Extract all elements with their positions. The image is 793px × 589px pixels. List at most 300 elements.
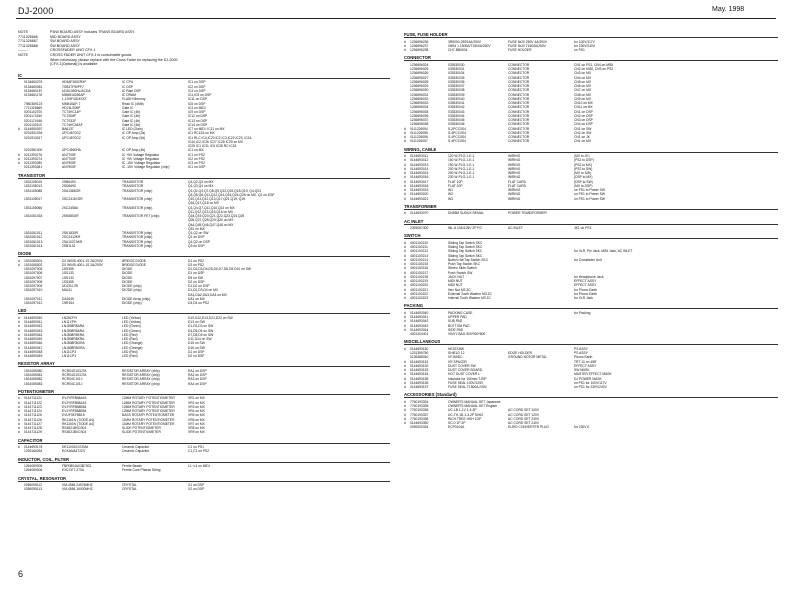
part-number: 1293166264 — [24, 449, 43, 454]
section-title: TRANSFORMER — [404, 203, 437, 209]
part-description: DIODE — [122, 267, 133, 271]
part-number: 4001100218 — [410, 274, 429, 279]
part-remarks: D2 on DSP — [188, 279, 205, 284]
safety-mark: # — [404, 130, 406, 135]
part-remarks: Q10,Q11,Q12,Q13,Q17,Q21,Q19, Q15 — [188, 197, 245, 201]
part-number: 1236696027 — [410, 75, 429, 80]
part-remarks: D1,D2 on DSP — [188, 284, 210, 288]
part-remarks: CN8 on MX — [574, 92, 592, 97]
part-name: 033530039 — [448, 92, 465, 97]
part-description: CONNECTOR — [508, 118, 530, 122]
safety-mark: # — [404, 274, 406, 279]
part-number: 0144690044 — [24, 332, 43, 337]
part-remarks: C1,C2 on PS2 — [188, 449, 210, 454]
part-number: 0144690042 — [24, 324, 43, 329]
table-row — [18, 301, 390, 305]
part-number: 0144693011 — [410, 154, 429, 158]
part-number: 0111226054 — [410, 126, 428, 131]
part-remarks: D1 on DSP — [188, 271, 205, 276]
safety-mark: # — [404, 404, 406, 408]
safety-mark: # — [404, 315, 406, 319]
part-number: 1531065080 — [24, 368, 43, 373]
part-name: 033530041 — [448, 101, 465, 105]
part-description: TRANSISTOR (chip) — [122, 243, 153, 248]
part-number: 0136488040 — [410, 355, 429, 360]
section-title: ACCESSORIES (Standard) — [404, 392, 457, 398]
section-title: CAPACITOR — [18, 437, 43, 443]
part-number: 0144693013 — [410, 162, 429, 167]
part-description: Gate IC — [122, 105, 134, 110]
part-description: LED (Red) — [122, 337, 138, 341]
section-title: CONNECTOR — [404, 55, 431, 61]
part-name: W1 — [448, 188, 453, 192]
part-name: LN11CP3 — [62, 354, 77, 358]
safety-mark: # — [18, 445, 20, 449]
part-remarks: Q1,Q4,Q7,Q11,Q10,Q14 on MX — [188, 205, 235, 210]
safety-mark: # — [18, 152, 20, 157]
part-remarks: Q18,Q19,Q20,Q21,Q22,Q23,Q24,Q25 — [188, 214, 245, 218]
part-description — [508, 296, 574, 300]
safety-mark: # — [404, 175, 406, 180]
part-name: CH7-BB0004 — [448, 48, 468, 52]
part-number: 7760193337 — [410, 412, 429, 417]
part-number: 1236696028 — [410, 79, 429, 84]
part-remarks: D4,D5,D6 on SW — [188, 328, 214, 333]
note-key: -------- — [18, 48, 28, 53]
safety-mark: # — [18, 349, 20, 354]
part-name: UPC4560HA — [62, 148, 81, 153]
safety-mark: # — [404, 319, 406, 324]
part-number: 4001100216 — [410, 266, 429, 271]
part-number: 2393057400 — [410, 226, 429, 230]
safety-mark: # — [404, 376, 406, 381]
part-remarks: Q1,Q2 on DSP — [188, 239, 210, 244]
part-description: LED (Red) — [122, 332, 138, 337]
part-number: 1531097008 — [24, 279, 43, 284]
part-name: UPPER PAD — [448, 315, 467, 319]
part-remarks: IC1 on PS2 — [188, 152, 205, 157]
part-number: 1236696038 — [410, 122, 429, 127]
part-number: 0211393281 — [24, 165, 43, 170]
section-title: INDUCTOR, COIL, FILTER — [18, 456, 70, 462]
part-description: WIRING — [508, 162, 521, 167]
note-key: NOTE — [18, 30, 28, 34]
part-remarks: CN10 on MX — [574, 101, 593, 105]
part-number: 0144690049 — [24, 354, 43, 358]
part-name: 3R5000-250S4A/250V — [448, 39, 481, 44]
part-remarks: (MX to DSP) — [574, 183, 593, 188]
part-number: 0144693043 — [410, 323, 429, 328]
part-name: LNJ808R8KRA — [62, 332, 85, 337]
part-name: 2SK880GR — [62, 214, 79, 218]
part-remarks: on PS1 for 230V/240V — [574, 385, 607, 389]
safety-mark: # — [404, 270, 406, 275]
part-number: 0144693021 — [410, 196, 429, 201]
part-description: CONNECTOR — [508, 139, 530, 144]
part-name: 2SC2413KR — [62, 235, 81, 240]
part-name: 033530036 — [448, 79, 465, 84]
part-name: D2 W005-4001-1S 2A/200V — [62, 258, 103, 263]
part-name: RK1161N (T/ODE A4) — [62, 417, 95, 422]
parts-section — [18, 438, 390, 454]
safety-mark: # — [18, 324, 20, 329]
part-description: 12MM ROTARY POTENTIOMETER — [122, 404, 175, 409]
note-text: SW BOARD ASSY — [50, 43, 80, 48]
part-name: OWNER'S MANUAL SET English — [448, 404, 497, 408]
part-name: RICH TREE HSH 1/2P — [448, 416, 482, 421]
part-number: 1531105015 — [24, 180, 43, 184]
part-remarks: for XLR Jack — [574, 296, 593, 300]
part-number: 0144711121 — [24, 396, 42, 401]
part-name: S-4PCC0S4 — [448, 135, 466, 139]
parts-section — [18, 173, 390, 249]
part-number: 1531097011 — [24, 296, 43, 301]
part-number: 0099200334 — [410, 425, 429, 430]
part-number: 1531105066 — [24, 205, 43, 210]
part-number: 7760193336 — [410, 408, 429, 413]
part-number: 0134660081 — [24, 84, 43, 89]
part-description: IC -15V Voltage Regulator — [122, 161, 161, 165]
part-remarks: on PS1 to Power SW — [574, 192, 605, 197]
part-number: 1531061014 — [24, 243, 43, 248]
part-description: WIRING — [508, 158, 521, 163]
part-remarks: PS ASSY — [574, 346, 588, 351]
section-title: WIRING, CABLE — [404, 146, 437, 152]
part-number: 0144693016 — [410, 175, 429, 180]
parts-section — [18, 476, 390, 492]
part-name: LNJ808R8ORA — [62, 345, 85, 350]
part-name: FBR0804A03B7002 — [62, 464, 92, 468]
part-remarks: Q1,Q3,Q4 on MX — [188, 184, 214, 189]
part-name: 120 W-PLG-1-E-1 — [448, 154, 475, 158]
section-rule — [404, 397, 778, 398]
part-name: SUB PAD — [448, 319, 463, 324]
notes-block — [18, 30, 390, 67]
section-title: DIODE — [18, 251, 32, 256]
safety-mark: # — [404, 126, 406, 131]
part-description: CONNECTOR — [508, 88, 530, 93]
part-name: W3 — [448, 196, 453, 201]
part-number: 1531061013 — [24, 239, 43, 244]
right-column — [404, 30, 778, 433]
part-number: 0144693014 — [410, 166, 429, 171]
part-name: 230 W-PLG-1-E-1 — [448, 175, 475, 180]
part-description: TRANSISTOR (chip) — [122, 205, 153, 210]
part-number: 1236696031 — [410, 92, 429, 97]
part-name: 033530030 — [448, 62, 465, 67]
part-name: Sliding Tap Switch SKC — [448, 240, 483, 245]
part-number: 4001100214 — [410, 257, 429, 262]
safety-mark: # — [404, 245, 406, 249]
part-name: HOT DUST COVER L — [448, 372, 481, 377]
part-name: TSB47F50PF7 — [62, 84, 84, 89]
parts-section — [404, 147, 778, 201]
section-title: RESISTOR ARRAY — [18, 361, 55, 367]
part-name: TC7S32F — [62, 118, 77, 123]
safety-mark: # — [404, 135, 406, 139]
section-title: POTENTIOMETER — [18, 388, 55, 394]
part-number: 4001100217 — [410, 270, 429, 275]
part-description: 12MM ROTARY POTENTIOMETER — [122, 400, 175, 405]
table-row — [18, 430, 390, 434]
safety-mark: # — [404, 192, 406, 197]
part-remarks: IC14 on DSP — [188, 122, 208, 127]
part-name: RCR04G103JTA — [62, 368, 87, 373]
part-remarks: JK1 on PS1 — [574, 226, 592, 230]
part-remarks: D2 on DSP — [188, 354, 205, 358]
part-name: 2SC2458A — [62, 205, 78, 210]
safety-mark: # — [404, 158, 406, 163]
part-number: 0144693156 — [410, 380, 429, 385]
part-number: 1531065081 — [24, 373, 43, 377]
part-name: External Tooth Washer M3 ZC — [448, 291, 492, 296]
part-name: FUSE SEAL 100V/125V — [448, 380, 484, 385]
part-description: CONNECTOR — [508, 122, 530, 127]
part-name: VR SPACER — [448, 359, 467, 364]
part-number: 0144693070 — [410, 211, 429, 216]
part-number: 1531065001 — [24, 258, 43, 263]
section-title: IC — [18, 72, 23, 78]
part-name: TC74HC14P — [62, 110, 81, 114]
part-number: 0201174166 — [24, 118, 43, 123]
part-name: VF165DC — [448, 355, 463, 360]
part-remarks: D3,D4 on PS2 — [188, 301, 210, 305]
safety-mark: # — [404, 283, 406, 288]
part-name: MIDI NUT — [448, 279, 463, 283]
part-description: CRYSTAL — [122, 483, 137, 487]
part-number: 0144711129 — [24, 430, 42, 435]
part-description: EURO CONVERTER PLUG — [508, 425, 549, 430]
safety-mark: # — [404, 279, 406, 283]
part-remarks: IC25 IC1 IC31 IC6 IC28 RC IC15 — [188, 144, 237, 148]
parts-section — [404, 233, 778, 300]
table-row — [404, 48, 778, 52]
part-number: 0144690041 — [24, 320, 43, 324]
note-key: NOTE — [18, 52, 28, 57]
part-remarks: IC2 on PS2 — [188, 156, 205, 161]
part-name: TC74HC04AF — [62, 122, 83, 127]
part-description: Gate IC (4b) — [122, 114, 141, 119]
parts-section — [18, 308, 390, 358]
part-name: LNJ808R8ARA — [62, 324, 85, 329]
safety-mark: # — [404, 296, 406, 300]
part-remarks: CN2 on DSP — [574, 113, 593, 118]
table-row — [18, 487, 390, 491]
part-remarks: PS ASSY — [574, 351, 588, 355]
safety-mark: # — [18, 127, 20, 131]
part-name: SC-0 1P-2P — [448, 421, 466, 425]
safety-mark: # — [404, 372, 406, 377]
part-remarks: IC13 on DSP — [188, 118, 208, 123]
part-remarks: D1,D2,D3,D4,D5,D6,D7,D8,D9,D10 on SW — [188, 267, 252, 271]
safety-mark: # — [404, 291, 406, 296]
part-number: 0144711126 — [24, 417, 42, 422]
part-name: 150 W-PLG-1-E-1 — [448, 158, 475, 163]
part-number: 0144693040 — [410, 310, 429, 315]
part-name: 200 W-PLG-1-E-1 — [448, 171, 475, 175]
part-number: 1531097005 — [24, 267, 43, 271]
part-number: 1236696238 — [410, 48, 429, 52]
part-number: 0144690048 — [24, 349, 43, 354]
part-number: 0231913017 — [24, 135, 43, 140]
safety-mark: # — [404, 359, 406, 364]
part-description: SLIDE POTENTIOMETER — [122, 430, 161, 435]
part-remarks: X2 on DSP — [188, 487, 205, 492]
table-row — [404, 385, 778, 389]
section-rule — [18, 481, 390, 482]
part-description: FLASH Memory — [122, 97, 146, 102]
part-name: M5M16AP-7 — [62, 101, 81, 106]
safety-mark: # — [404, 179, 406, 184]
part-number: 1531097006 — [24, 271, 43, 276]
safety-mark: # — [404, 211, 406, 216]
part-number: 0144690045 — [24, 337, 43, 341]
part-remarks: DA1 on MX — [188, 296, 205, 301]
part-number: 0144693020 — [410, 192, 429, 197]
part-remarks — [574, 332, 778, 336]
part-name: Insulator for 100mm T-RIP — [448, 376, 487, 381]
parts-section — [18, 389, 390, 435]
part-description: FLAT CARD — [508, 179, 527, 184]
part-name: EVJYRF8B8A15 — [62, 396, 87, 401]
part-name: 033530044 — [448, 113, 465, 118]
part-remarks: CN11 on MX — [574, 105, 593, 110]
safety-mark: # — [404, 249, 406, 254]
part-number: 1236696035 — [410, 109, 429, 114]
part-name: EXCCET-270U — [62, 468, 85, 473]
safety-mark: # — [18, 156, 20, 161]
part-number: 0144693012 — [410, 158, 429, 163]
safety-mark: # — [404, 380, 406, 385]
part-remarks: Q1,Q2,Q3 on MX — [188, 180, 214, 184]
part-description: IC OP Amp (5d) — [122, 135, 146, 140]
part-remarks: (DSP to MX) — [574, 175, 593, 180]
parts-section — [18, 73, 390, 170]
table-row — [404, 332, 778, 336]
part-description: IC DSP — [122, 84, 133, 89]
part-name: EVJYRF8B8A15 — [62, 400, 87, 405]
section-rule — [404, 308, 778, 309]
part-name: 2SB649C — [62, 180, 77, 184]
part-description: Gate IC (4b) — [122, 110, 141, 114]
part-remarks: (DSP to SW) — [574, 179, 593, 184]
safety-mark: # — [18, 413, 20, 418]
part-description: RESISTOR ARRAY (chip) — [122, 373, 160, 377]
part-description: DIODE (chip) — [122, 288, 142, 293]
part-description: DIODE — [122, 275, 133, 280]
part-remarks: D1,D2,D3 on SW — [188, 324, 214, 329]
section-title: SWITCH — [404, 233, 421, 239]
table-row — [404, 296, 778, 300]
part-name: M5M516256AP — [62, 93, 85, 97]
part-name: 2SK1830R — [62, 231, 78, 235]
part-name: UPC4570G2 — [62, 131, 81, 136]
section-title: LED — [18, 308, 27, 314]
part-name: ECKANA472ZV — [62, 449, 86, 454]
safety-mark: # — [404, 310, 406, 315]
part-name: EVUF3KF8B15 — [62, 413, 85, 418]
part-name: 033530042 — [448, 105, 465, 110]
part-remarks: EFFECT ASSY — [574, 363, 597, 368]
part-number: 0144690040 — [24, 315, 43, 320]
part-name: 033530034 — [448, 71, 465, 76]
table-row — [404, 425, 778, 429]
part-description: CRYSTAL — [122, 487, 137, 492]
table-row — [404, 226, 778, 230]
part-number: 4001100222 — [410, 291, 429, 296]
part-description: EDGE HOLDER — [508, 351, 532, 355]
part-name: 0HB4 1 1500A/T1500A/250V — [448, 43, 491, 48]
part-number: 0144693018 — [410, 183, 429, 188]
part-name: ECP0104A — [448, 425, 465, 430]
table-row — [18, 354, 390, 358]
section-title: FUSE, FUSE HOLDER — [404, 32, 448, 37]
safety-mark: # — [404, 154, 406, 158]
part-number: 1531097009 — [24, 284, 43, 288]
part-description: SLIDE POTENTIOMETER — [122, 426, 161, 430]
safety-mark: # — [404, 162, 406, 167]
part-name: W2 — [448, 192, 453, 197]
part-remarks: VR6 on MX — [188, 417, 205, 422]
part-remarks: IC12 on DSP — [188, 114, 208, 119]
part-number: 0201174160 — [24, 114, 43, 119]
part-remarks: MASTER EFFECT MASK — [574, 372, 612, 377]
part-number: 0144711123 — [24, 404, 42, 409]
safety-mark: # — [404, 287, 406, 292]
part-number: 4001100212 — [410, 249, 429, 254]
part-description — [508, 385, 574, 389]
part-remarks: SW MASK — [574, 368, 590, 372]
part-remarks: (MX to JK) — [574, 154, 590, 158]
part-number: 4001100221 — [410, 287, 429, 292]
part-name: TC7S08F — [62, 114, 77, 119]
part-description: WIRING — [508, 171, 521, 175]
safety-mark: # — [404, 139, 406, 144]
part-description: LED (Yellow) — [122, 315, 141, 320]
part-remarks: Q51 on MX — [188, 226, 205, 231]
part-description: IC CPU — [122, 80, 134, 85]
part-description: FUSE 5x20 250V 4A/250V — [508, 39, 548, 44]
part-remarks: Phono Earth — [574, 355, 593, 360]
part-description: Ferrite Beads — [122, 464, 142, 468]
part-number: 1531065083 — [24, 381, 43, 386]
part-remarks: IC44,IC2,IC26 IC27 IC28 IC29 on MX — [188, 139, 243, 144]
part-remarks: for Phono Earth — [574, 287, 598, 292]
part-number: 1236696033 — [410, 101, 429, 105]
part-description: LED (Orange) — [122, 341, 143, 346]
safety-mark: # — [404, 399, 406, 404]
part-description: TRANSISTOR (chip) — [122, 231, 153, 235]
part-remarks: RA2 on DSP — [188, 373, 207, 377]
part-name: 1SS133 — [62, 271, 74, 276]
part-remarks: Q16,Q17,Q18 on MX — [188, 201, 219, 206]
part-number: 1531061018 — [24, 214, 43, 218]
table-row — [18, 165, 390, 169]
part-number: 1236696030 — [410, 88, 429, 93]
part-remarks: TRT 10 on 45R — [574, 359, 597, 364]
part-description: IC +5V Voltage Regulator — [122, 156, 160, 161]
part-description: RESISTOR ARRAY (chip) — [122, 377, 160, 382]
safety-mark: # — [18, 337, 20, 341]
part-number: 4001100215 — [410, 262, 429, 266]
part-number: 0144711122 — [24, 400, 42, 405]
part-number: 0111226055 — [410, 130, 428, 135]
part-remarks: L1~L4 on MIDI — [188, 464, 210, 468]
part-name: 2SD669C — [62, 184, 77, 189]
part-number: 1264069006 — [24, 468, 43, 473]
part-number: 1236696236 — [410, 39, 429, 44]
part-description: RESISTOR ARRAY (chip) — [122, 381, 160, 386]
